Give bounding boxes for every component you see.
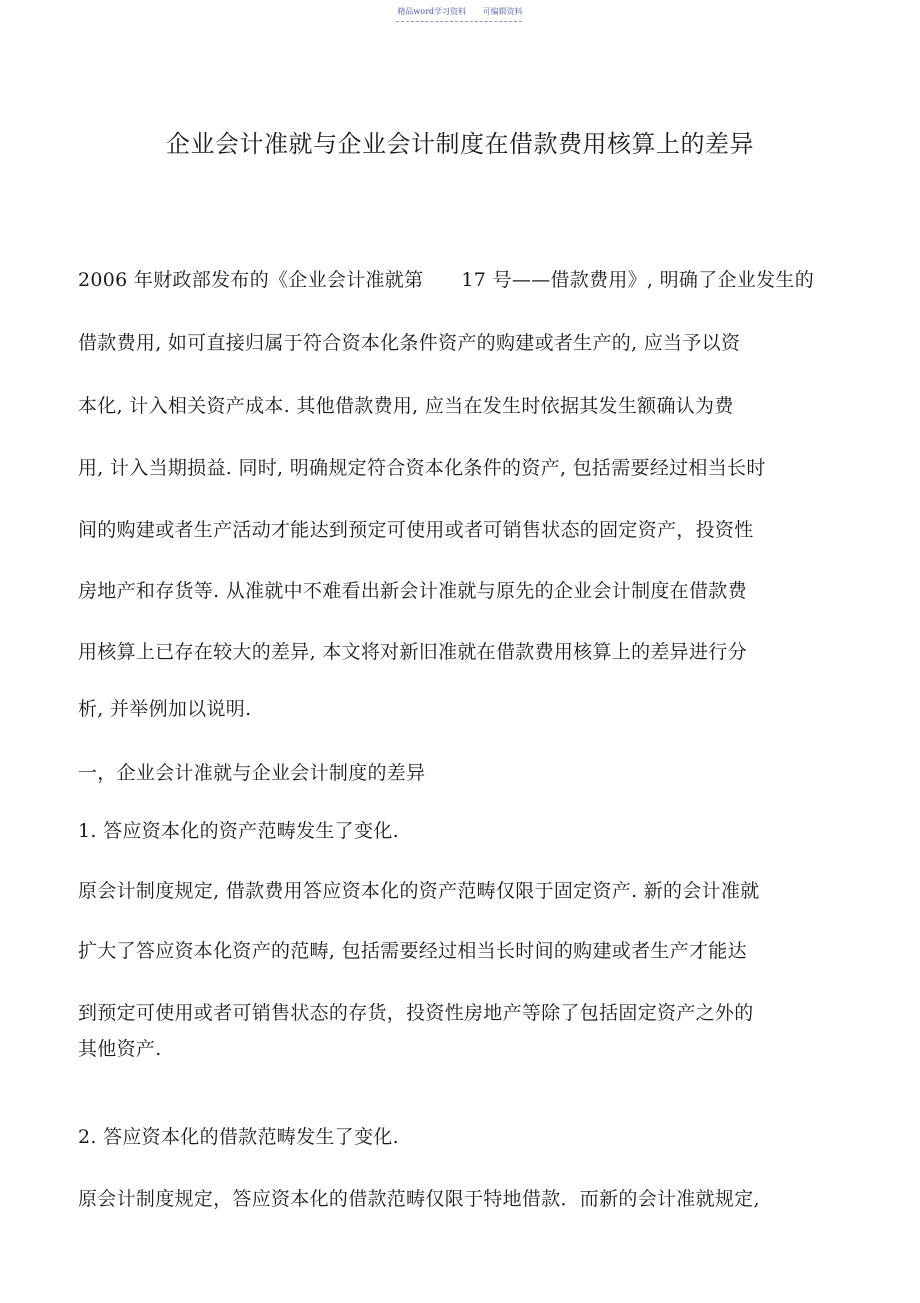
body-line: 借款费用, 如可直接归属于符合资本化条件资产的购建或者生产的, 应当予以资: [78, 332, 741, 354]
body-line-part-a: 2006 年财政部发布的《企业会计准就第: [78, 269, 424, 291]
body-line-part-b: 17 号——借款费用》, 明确了企业发生的: [461, 269, 815, 291]
body-line: 房地产和存货等. 从准就中不难看出新会计准就与原先的企业会计制度在借款费: [78, 580, 747, 602]
body-line: 间的购建或者生产活动才能达到预定可使用或者可销售状态的固定资产，投资性: [78, 519, 754, 541]
body-line: 本化, 计入相关资产成本. 其他借款费用, 应当在发生时依据其发生额确认为费: [78, 395, 734, 417]
body-line: 到预定可使用或者可销售状态的存货，投资性房地产等除了包括固定资产之外的: [78, 1002, 754, 1024]
header-left-text: 精品word学习资料: [397, 7, 467, 16]
header-right-text: 可编辑资料: [482, 7, 523, 16]
body-line: 析, 并举例加以说明.: [78, 698, 252, 720]
document-title: 企业会计准就与企业会计制度在借款费用核算上的差异: [166, 130, 754, 158]
page-header: [0, 6, 920, 17]
subsection-heading: 2. 答应资本化的借款范畴发生了变化.: [78, 1126, 399, 1148]
body-line: 原会计制度规定, 借款费用答应资本化的资产范畴仅限于固定资产. 新的会计准就: [78, 880, 760, 902]
body-line: [78, 265, 814, 292]
body-line: 用, 计入当期损益. 同时, 明确规定符合资本化条件的资产, 包括需要经过相当长时: [78, 457, 766, 479]
header-divider: [396, 21, 522, 22]
body-line: 扩大了答应资本化资产的范畴, 包括需要经过相当长时间的购建或者生产才能达: [78, 940, 747, 962]
body-line: 用核算上已存在较大的差异, 本文将对新旧准就在借款费用核算上的差异进行分: [78, 641, 747, 663]
subsection-heading: 1. 答应资本化的资产范畴发生了变化.: [78, 820, 399, 842]
body-line: 原会计制度规定，答应资本化的借款范畴仅限于特地借款．而新的会计准就规定,: [78, 1188, 760, 1210]
body-line: 其他资产.: [78, 1038, 162, 1060]
section-heading: 一，企业会计准就与企业会计制度的差异: [78, 762, 426, 784]
